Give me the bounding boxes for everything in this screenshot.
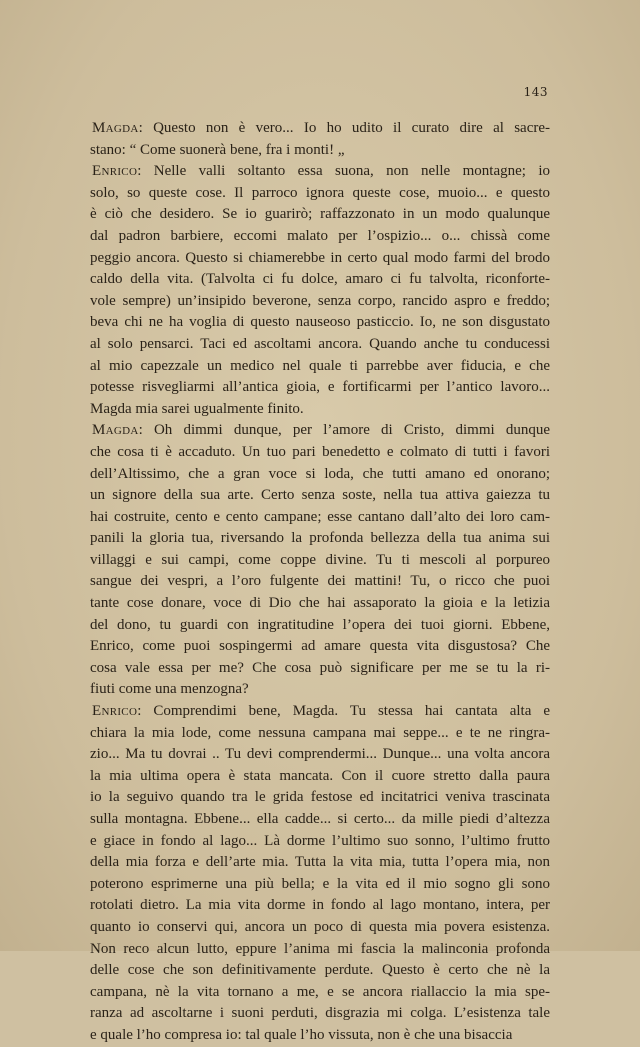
text-line: Non reco alcun lutto, eppure l’anima mi fascia la malinconia profonda xyxy=(90,940,550,957)
text-line: zio... Ma tu dovrai .. Tu devi comprendermi... Dunque... una volta ancora xyxy=(90,746,550,763)
page-number: 143 xyxy=(523,85,548,99)
dialogue-paragraph xyxy=(90,118,550,161)
text-line: delle cose che son definitivamente perdute. Questo è certo che nè la xyxy=(90,962,550,979)
text-line xyxy=(92,161,550,183)
text-line: solo, so queste cose. Il parroco ignora queste cose, muoio... e questo xyxy=(90,184,550,201)
text-line: stano: “ Come suonerà bene, fra i monti! „ xyxy=(90,141,345,158)
text-line xyxy=(92,701,550,723)
text-line: Magda mia sarei ugualmente finito. xyxy=(90,400,304,417)
dialogue-paragraph xyxy=(90,161,550,420)
page-text xyxy=(90,118,550,1047)
text-line: e giace in fondo al lago... Là dorme l’ultimo suo sonno, l’ultimo frutto xyxy=(90,832,550,849)
text-line: al mio capezzale un medico nel quale ti parrebbe aver fiducia, e che xyxy=(90,357,550,374)
text-line: campana, nè la vita tornano a me, e se ancora riallaccio la mia spe- xyxy=(90,983,550,1000)
text-line: tante cose donare, voce di Dio che hai assaporato la gioia e la letizia xyxy=(90,595,550,612)
text-line: sangue dei vespri, a l’oro fulgente dei mattini! Tu, o ricco che puoi xyxy=(90,573,550,590)
speaker-name: Magda xyxy=(92,422,139,439)
text-line: dell’Altissimo, che a gran voce si loda, che tutti amano ed onorano; xyxy=(90,465,550,482)
text-line: potesse risvegliarmi all’antica gioia, e fortificarmi per l’antico lavoro... xyxy=(90,379,550,396)
text-line: che cosa ti è accaduto. Un tuo pari benedetto e colmato di tutti i favori xyxy=(90,443,550,460)
text-line: cosa vale essa per me? Che cosa può significare per me se tu la ri- xyxy=(90,659,550,676)
speaker-name: Magda xyxy=(92,120,139,136)
text-line: caldo della vita. (Talvolta ci fu dolce, amaro ci fu talvolta, riconforte- xyxy=(90,271,550,288)
text-line xyxy=(92,420,550,442)
dialogue-paragraph xyxy=(90,701,550,1047)
text-line: villaggi e sui campi, come coppe divine. Tu ti mescoli al porpureo xyxy=(90,551,550,568)
text-line: beva chi ne ha voglia di questo nauseoso pasticcio. Io, ne son disgustato xyxy=(90,314,550,331)
text-line: un signore della sua arte. Certo senza soste, nella tua attiva gaiezza tu xyxy=(90,487,550,504)
text-line: hai costruite, cento e cento campane; esse cantano dall’alto dei loro cam- xyxy=(90,508,550,525)
text-line: dal padron barbiere, eccomi malato per l’ospizio... o... chissà come xyxy=(90,227,550,244)
text-line: peggio ancora. Questo si chiamerebbe in certo qual modo farmi del brodo xyxy=(90,249,550,266)
text-line: della mia forza e dell’arte mia. Tutta la vita mia, tutta l’opera mia, non xyxy=(90,854,550,871)
speaker-name: Enrico xyxy=(92,703,138,720)
speech-text: : Comprendimi bene, Magda. Tu stessa hai cantata alta e xyxy=(137,703,550,720)
text-line: chiara la mia lode, come nessuna campana mai seppe... e te ne ringra- xyxy=(90,724,550,741)
dialogue-paragraph xyxy=(90,420,550,701)
text-line: Enrico, come puoi sospingermi ad amare questa vita disgustosa? Che xyxy=(90,638,550,655)
text-line: fiuti come una menzogna? xyxy=(90,681,249,698)
text-line: al solo pensarci. Taci ed ascoltami ancora. Quando anche tu conducessi xyxy=(90,335,550,352)
speech-text: : Nelle valli soltanto essa suona, non nelle montagne; io xyxy=(137,163,550,180)
text-line: e quale l’ho compresa io: tal quale l’ho vissuta, non è che una bisaccia xyxy=(90,1026,513,1043)
text-line: io la seguivo quando tra le grida festose ed incitatrici veniva trascinata xyxy=(90,789,550,806)
speech-text: : Oh dimmi dunque, per l’amore di Cristo, dimmi dunque xyxy=(138,422,550,439)
text-line: è ciò che desidero. Se io guarirò; raffazzonato in un modo qualunque xyxy=(90,206,550,223)
text-line: del dono, tu guardi con ingratitudine l’opera dei tuoi giorni. Ebbene, xyxy=(90,616,550,633)
text-line: poterono esprimerne una più bella; e la vita ed il mio sogno gli sono xyxy=(90,875,550,892)
text-line: quanto io conservi qui, ancora un poco di questa mia povera esistenza. xyxy=(90,918,550,935)
text-line xyxy=(92,118,550,140)
speech-text: : Questo non è vero... Io ho udito il curato dire al sacre- xyxy=(138,120,550,136)
text-line: la mia ultima opera è stata mancata. Con il cuore stretto dalla paura xyxy=(90,767,550,784)
text-line: vole sempre) un’insipido beverone, senza corpo, rancido aspro e freddo; xyxy=(90,292,550,309)
text-line: rotolati dietro. La mia vita dorme in fondo al lago montano, intera, per xyxy=(90,897,550,914)
text-line: ranza ad ascoltarne i suoni perduti, disgrazia mi colga. L’esistenza tale xyxy=(90,1005,550,1022)
speaker-name: Enrico xyxy=(92,163,138,180)
text-line: panili la gloria tua, riversando la profonda bellezza della tua anima sui xyxy=(90,530,550,547)
text-line: sulla montagna. Ebbene... ella cadde... si certo... da mille piedi d’altezza xyxy=(90,811,550,827)
